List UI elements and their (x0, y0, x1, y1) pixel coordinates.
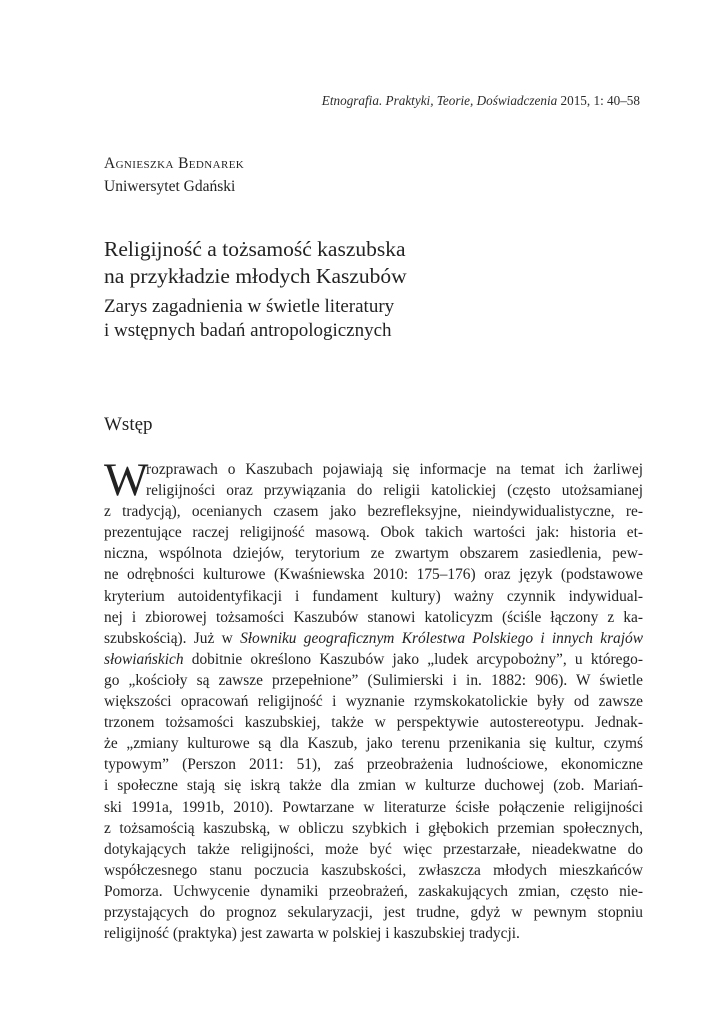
italic-reference: słowiańskich (104, 650, 184, 668)
body-line (104, 459, 643, 480)
body-text-run: że „zmiany kulturowe są dla Kaszub, jako terenu przenikania się kultur, czymś (104, 735, 643, 753)
body-text-run: ne odrębności kulturowe (Kwaśniewska 2010: 175–176) oraz język (podstawowe (104, 566, 643, 584)
article-title-line: Religijność a tożsamość kaszubska (104, 237, 406, 261)
article-subtitle-line: i wstępnych badań antropologicznych (104, 320, 392, 341)
journal-citation (322, 93, 640, 109)
body-line (104, 649, 643, 670)
body-line (104, 564, 643, 585)
body-text-run: Pomorza. Uchwycenie dynamiki przeobrażeń, zaskakujących zmian, często nie- (104, 882, 643, 900)
body-line (104, 839, 643, 860)
article-title-block (104, 236, 644, 343)
body-line (104, 607, 643, 628)
author-name: Agnieszka Bednarek (104, 155, 245, 172)
body-text-run: i społeczne stają się iskrą także dla zmian w kulturze duchowej (zob. Mariań- (104, 777, 643, 795)
body-line (104, 586, 643, 607)
body-text-run: rozprawach o Kaszubach pojawiają się informacje na temat ich żarliwej (146, 461, 643, 478)
body-line (104, 775, 643, 796)
body-paragraph (104, 454, 643, 944)
body-text-run: większości opracowań religijność i wyznanie rzymskokatolickie były od zawsze (104, 693, 643, 711)
body-line (104, 860, 643, 881)
body-text-run: nej i zbiorowej tożsamości Kaszubów stanowi katolicyzm (ściśle łączony z ka- (104, 608, 643, 626)
body-text-run: go „kościoły są zawsze przepełnione” (Sulimierski i in. 1882: 906). W świetle (104, 671, 643, 689)
body-text-run: religijność (praktyka) jest zawarta w polskiej i kaszubskiej tradycji. (104, 925, 520, 943)
body-line (104, 670, 643, 691)
journal-issue: 2015, 1: 40–58 (557, 93, 640, 108)
body-line (104, 733, 643, 754)
body-line (104, 881, 643, 902)
body-line (104, 754, 643, 775)
body-line (104, 797, 643, 818)
body-text-run: współczesnego stanu poczucia kaszubskości, zwłaszcza młodych mieszkańców (104, 861, 643, 879)
article-title-line: na przykładzie młodych Kaszubów (104, 264, 407, 288)
body-line (104, 923, 643, 944)
journal-title: Etnografia. Praktyki, Teorie, Doświadczenia (321, 93, 558, 108)
body-text-run: trzonem tożsamości kaszubskiej, także w perspektywie autostereotypu. Jednak- (104, 714, 643, 732)
section-heading: Wstęp (104, 414, 153, 435)
body-line (104, 712, 643, 733)
body-line (104, 818, 643, 839)
body-line (104, 543, 643, 564)
body-text-run: dotykających także religijności, może być więc przestarzałe, nieadekwatne do (104, 840, 643, 858)
body-text-run: przystających do prognoz sekularyzacji, jest trudne, gdyż w pewnym stopniu (104, 903, 643, 921)
body-text-run: typowym” (Perszon 2011: 51), zaś przeobrażenia ludnościowe, ekonomiczne (104, 756, 643, 774)
body-text-run: szubskością). Już w (104, 629, 241, 647)
body-line (104, 480, 643, 501)
body-text-run: prezentujące raczej religijność masową. Obok takich wartości jak: historia et- (104, 524, 643, 542)
body-line (104, 691, 643, 712)
body-text-run: z tradycją), ocenianych czasem jako bezrefleksyjne, nieindywidualistyczne, re- (104, 503, 643, 521)
body-text-run: religijności oraz przywiązania do religii katolickiej (często utożsamianej (146, 482, 643, 500)
body-text-run: ski 1991a, 1991b, 2010). Powtarzane w literaturze ścisłe połączenie religijności (104, 798, 643, 816)
italic-reference: Słowniku geograficznym Królestwa Polskiego i innych krajów (240, 629, 643, 647)
body-line (104, 902, 643, 923)
body-line (104, 628, 643, 649)
body-text-run: z tożsamością kaszubską, w obliczu szybkich i głębokich przemian społecznych, (104, 819, 643, 837)
body-text-run: kryterium autoidentyfikacji i fundament kultury) ważny czynnik indywidual- (104, 587, 643, 605)
body-line (104, 522, 643, 543)
body-line (104, 501, 643, 522)
body-text-run: dobitnie określono Kaszubów jako „ludek arcypobożny”, u którego- (183, 650, 643, 668)
body-text-run: niczna, wspólnota dziejów, terytorium ze zwartym obszarem zasiedlenia, pew- (104, 545, 643, 563)
drop-cap: W (104, 454, 149, 506)
article-subtitle-line: Zarys zagadnienia w świetle literatury (104, 296, 395, 317)
author-affiliation: Uniwersytet Gdański (104, 178, 236, 195)
